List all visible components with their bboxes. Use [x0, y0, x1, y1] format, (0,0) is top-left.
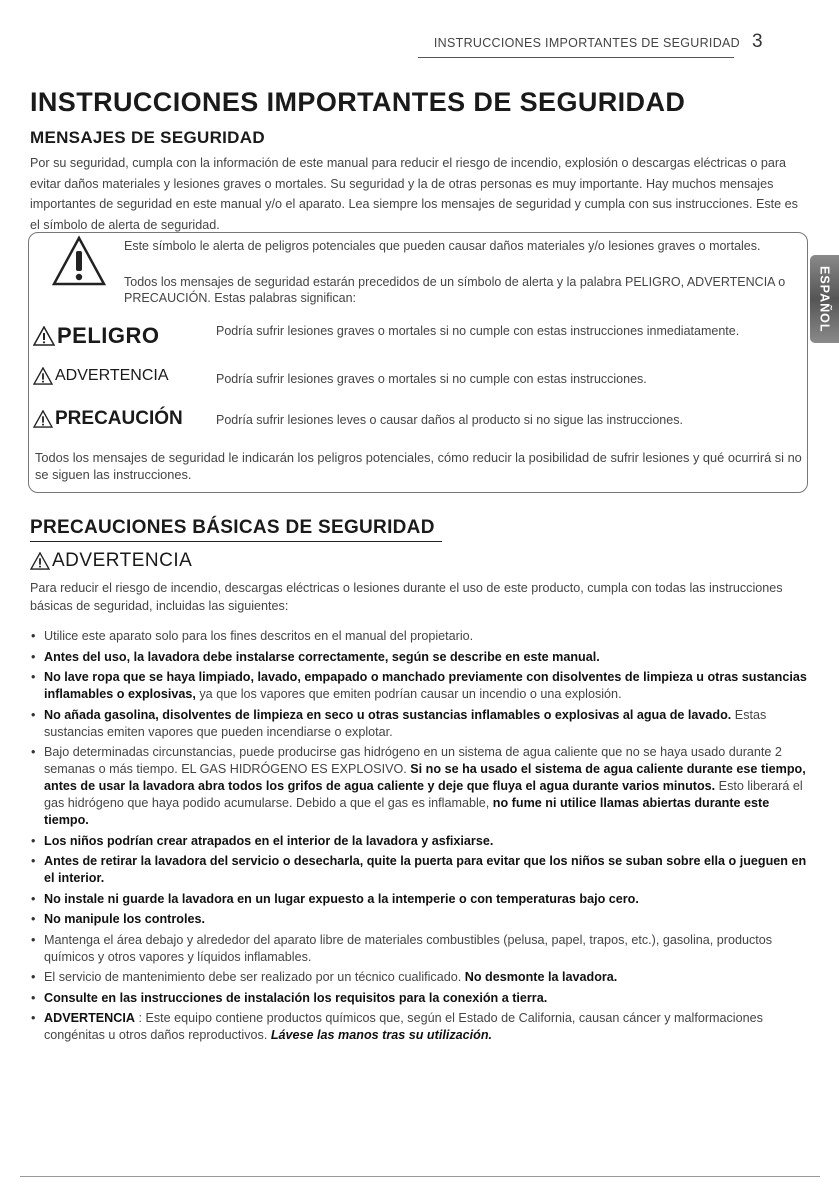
signal-precaucion — [33, 408, 183, 430]
page-number: 3 — [752, 31, 763, 52]
list-item: • Antes de retirar la lavadora del servicio o desecharla, quite la puerta para evitar que los niños se suban sobre ella o jueguen en el interior. — [30, 853, 810, 887]
signal-peligro — [33, 323, 160, 349]
alert-triangle-icon — [33, 410, 53, 428]
list-item: • Consulte en las instrucciones de instalación los requisitos para la conexión a tierra. — [30, 990, 810, 1007]
signal-word: PRECAUCIÓN — [55, 408, 183, 429]
section-title-messages: MENSAJES DE SEGURIDAD — [30, 128, 265, 147]
list-item: • Bajo determinadas circunstancias, puede producirse gas hidrógeno en un sistema de agua caliente que no se haya usado durante 2 semanas o más tiempo. EL GAS HIDRÓGENO ES EXPLOSIVO. Si no se ha usado el sistema de agua caliente durante ese tiempo, antes de usar la lavadora abra todos los grifos de agua caliente y deje que fluya el agua durante varios minutos. Esto liberará el gas hidrógeno que haya podido acumularse. Debido a que el gas es inflamable, no fume ni utilice llamas abiertas durante este tiempo. — [30, 744, 810, 829]
list-item: • No instale ni guarde la lavadora en un lugar expuesto a la intemperie o con temperaturas bajo cero. — [30, 891, 810, 908]
alert-triangle-icon — [33, 367, 53, 385]
page-title: INSTRUCCIONES IMPORTANTES DE SEGURIDAD — [30, 87, 686, 117]
list-item: • Los niños podrían crear atrapados en el interior de la lavadora y asfixiarse. — [30, 833, 810, 850]
list-item: • Mantenga el área debajo y alrededor del aparato libre de materiales combustibles (pelusa, papel, trapos, etc.), gasolina, productos químicos y otros vapores y líquidos inflamables. — [30, 932, 810, 966]
section-title-underline — [30, 541, 442, 542]
list-item: • El servicio de mantenimiento debe ser realizado por un técnico cualificado. No desmonte la lavadora. — [30, 969, 810, 986]
list-item: • No manipule los controles. — [30, 911, 810, 928]
list-item: • ADVERTENCIA : Este equipo contiene productos químicos que, según el Estado de California, causan cáncer y malformaciones congénitas u otros daños reproductivos. Lávese las manos tras su utilización. — [30, 1010, 810, 1044]
advertencia-word: ADVERTENCIA — [52, 550, 193, 571]
advertencia-heading — [30, 550, 192, 572]
signal-words-text: Todos los mensajes de seguridad estarán precedidos de un símbolo de alerta y la palabra PELIGRO, ADVERTENCIA o PRECAUCIÓN. Estas palabras significan: — [124, 275, 786, 305]
alert-triangle-icon — [30, 552, 50, 570]
signal-word: PELIGRO — [57, 323, 160, 348]
language-tab-label: ESPAÑOL — [817, 265, 832, 333]
list-item: • Antes del uso, la lavadora debe instalarse correctamente, según se describe en este manual. — [30, 649, 810, 666]
running-header: INSTRUCCIONES IMPORTANTES DE SEGURIDAD — [433, 36, 740, 50]
list-item: • No lave ropa que se haya limpiado, lavado, empapado o manchado previamente con disolventes de limpieza u otras sustancias inflamables o explosivas, ya que los vapores que emiten podrían causar un incendio o una explosión. — [30, 669, 810, 703]
list-item: • Utilice este aparato solo para los fines descritos en el manual del propietario. — [30, 628, 810, 645]
precautions-list — [30, 628, 810, 1048]
alert-triangle-icon — [33, 326, 55, 346]
advertencia-intro: Para reducir el riesgo de incendio, descargas eléctricas o lesiones durante el uso de este producto, cumpla con todas las instrucciones básicas de seguridad, incluidas las siguientes: — [30, 581, 783, 613]
section-title-basic: PRECAUCIONES BÁSICAS DE SEGURIDAD — [30, 517, 435, 538]
box-footer-text: Todos los mensajes de seguridad le indicarán los peligros potenciales, cómo reducir la posibilidad de sufrir lesiones y qué ocurrirá si no se siguen las instrucciones. — [35, 450, 802, 482]
signal-advertencia — [33, 367, 169, 385]
safety-alert-icon — [51, 235, 107, 287]
list-item: • No añada gasolina, disolventes de limpieza en seco u otras sustancias inflamables o explosivas al agua de lavado. Estas sustancias emiten vapores que pueden incendiarse o explotar. — [30, 707, 810, 741]
signal-word: ADVERTENCIA — [55, 367, 169, 384]
page-bottom-rule — [20, 1176, 820, 1177]
signal-desc-advertencia: Podría sufrir lesiones graves o mortales si no cumple con estas instrucciones. — [216, 372, 647, 386]
signal-desc-peligro: Podría sufrir lesiones graves o mortales si no cumple con estas instrucciones inmediatamente. — [216, 324, 740, 338]
signal-desc-precaucion: Podría sufrir lesiones leves o causar daños al producto si no sigue las instrucciones. — [216, 413, 683, 427]
language-tab — [810, 255, 839, 343]
messages-intro: Por su seguridad, cumpla con la información de este manual para reducir el riesgo de incendio, explosión o descargas eléctricas o para evitar daños materiales y lesiones graves o mortales. Su seguridad y la de otras personas es muy importante. Hay muchos mensajes importantes de seguridad en este manual y/o el aparato. Lea siempre los mensajes de seguridad y cumpla con sus instrucciones. Este es el símbolo de alerta de seguridad. — [30, 156, 798, 232]
alert-symbol-text: Este símbolo le alerta de peligros potenciales que pueden causar daños materiales y/o lesiones graves o mortales. — [124, 239, 761, 253]
signal-words-box — [28, 232, 808, 493]
header-rule — [418, 57, 734, 58]
